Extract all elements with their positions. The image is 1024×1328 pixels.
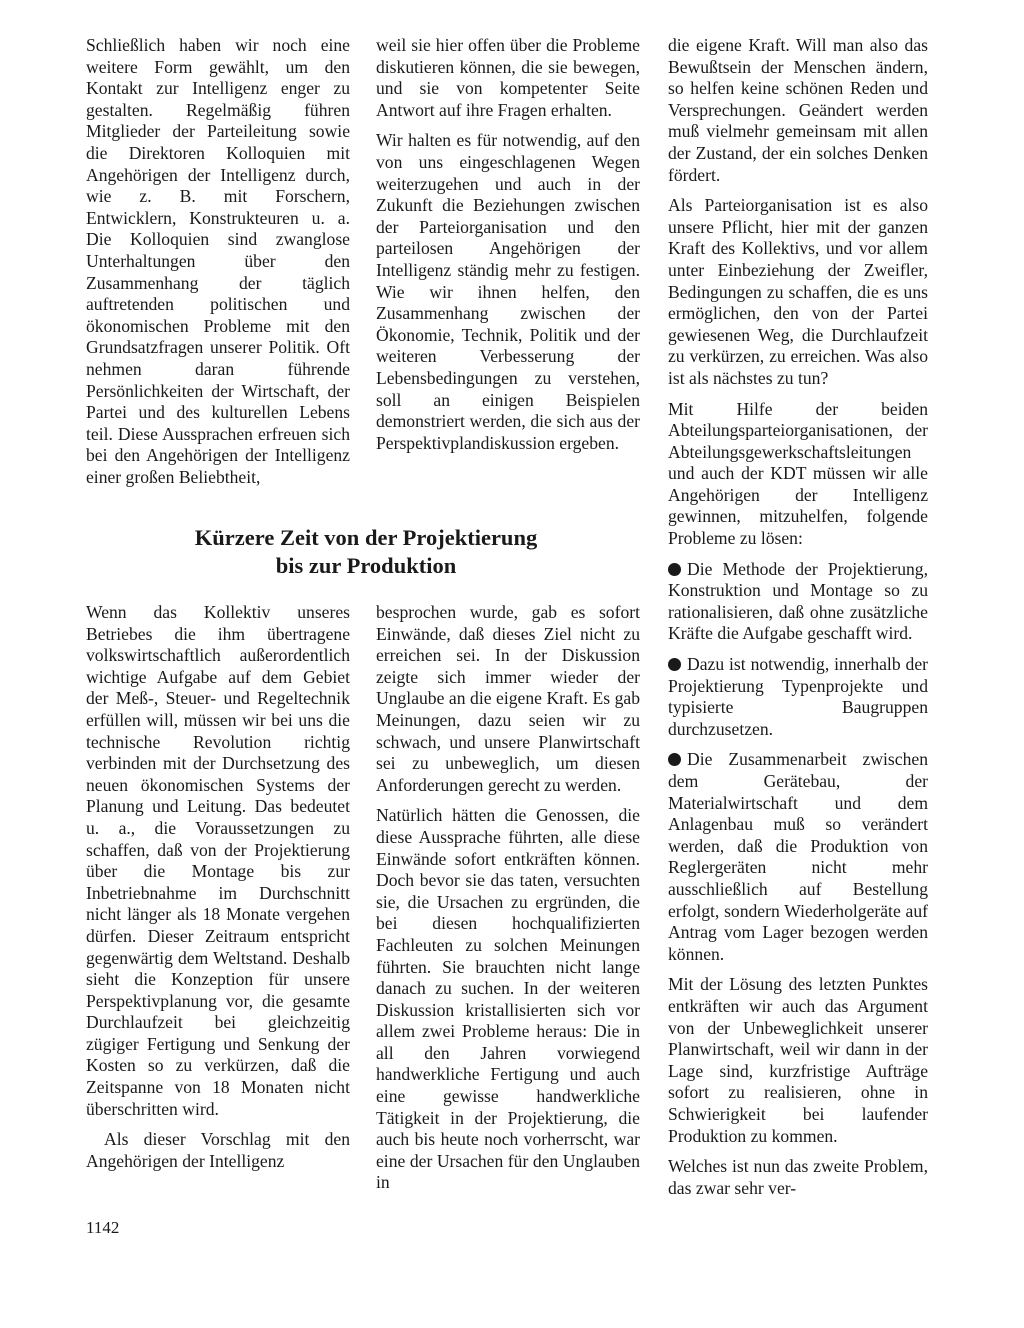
heading-line-1: Kürzere Zeit von der Projektierung [194,525,538,550]
paragraph: Schließlich haben wir noch eine weitere Form gewählt, um den Kontakt zur Intelligenz enger zu gestalten. Regelmäßig führen Mitglieder der Parteileitung sowie die Direktoren Kolloquien mit Angehörigen der Intelligenz durch, wie z. B. mit Forschern, Entwicklern, Konstrukteuren u. a. Die Kolloquien sind zwanglose Unterhaltungen über den Zusammenhang der täglich auftretenden politischen und ökonomischen Probleme mit den Grundsatzfragen unserer Politik. Oft nehmen daran führende Persönlichkeiten der Wirtschaft, der Partei und des kulturellen Lebens teil. Diese Aussprachen erfreuen sich bei den Angehörigen der Intelligenz einer großen Beliebtheit, [86,35,350,487]
paragraph: Als dieser Vorschlag mit den Angehörigen der Intelligenz [86,1129,350,1171]
section-heading [86,524,646,580]
paragraph: Wenn das Kollektiv unseres Betriebes die ihm übertragene volkswirtschaftlich außerordentlich wichtige Aufgabe auf dem Gebiet der Meß-, Steuer- und Regeltechnik erfüllen will, müssen wir bei uns die technische Revolution richtig verbinden mit der Durchsetzung des neuen ökonomischen Systems der Planung und Leitung. Das bedeutet u. a., die Voraussetzungen zu schaffen, daß von der Projektierung über die Montage bis zur Inbetriebnahme im Durchschnitt nicht länger als 18 Monate vergehen dürfen. Dieser Zeitraum entspricht gegenwärtig dem Weltstand. Deshalb sieht die Konzeption für unsere Perspektivplanung vor, die gesamte Durchlaufzeit bei gleichzeitig zügiger Fertigung und Senkung der Kosten so zu verkürzen, daß die Zeitspanne von 18 Monaten nicht überschritten wird. [86,602,350,1119]
bullet-dot-icon [668,753,681,766]
page-number: 1142 [86,1218,120,1237]
paragraph: die eigene Kraft. Will man also das Bewußtsein der Menschen ändern, so helfen keine schönen Reden und Versprechungen. Geändert werden muß vielmehr gemeinsam mit allen der Zustand, der ein solches Denken fördert. [668,35,928,185]
bullet-text: Die Methode der Projektierung, Konstruktion und Montage so zu rationalisieren, daß ohne zusätzliche Kräfte die Aufgabe geschafft wird. [668,558,928,644]
bullet-dot-icon [668,563,681,576]
paragraph: Wir halten es für notwendig, auf den von uns eingeschlagenen Wegen weiterzugehen und auch in der Zukunft die Beziehungen zwischen der Parteiorganisation und den parteilosen Angehörigen der Intelligenz ständig mehr zu festigen. Wie wir ihnen helfen, den Zusammenhang zwischen der Ökonomie, Technik, Politik und der weiteren Verbesserung der Lebensbedingungen zu verstehen, soll an einigen Beispielen demonstriert werden, die sich aus der Perspektivplandiskussion ergeben. [376,130,640,453]
paragraph: Mit der Lösung des letzten Punktes entkräften wir auch das Argument von der Unbeweglichkeit unserer Planwirtschaft, weil wir dann in der Lage sind, kurzfristige Aufträge sofort zu realisieren, ohne in Schwierigkeit bei laufender Produktion zu kommen. [668,974,928,1146]
paragraph: Als Parteiorganisation ist es also unsere Pflicht, hier mit der ganzen Kraft des Kollektivs, und vor allem unter Einbeziehung der Zweifler, Bedingungen zu schaffen, die es uns ermöglichen, den von der Partei gewiesenen Weg, die Durchlaufzeit zu verkürzen, zu erreichen. Was also ist als nächstes zu tun? [668,195,928,388]
paragraph: weil sie hier offen über die Probleme diskutieren können, die sie bewegen, und sie von kompetenter Seite Antwort auf ihre Fragen erhalten. [376,35,640,120]
paragraph: besprochen wurde, gab es sofort Einwände, daß dieses Ziel nicht zu erreichen sei. In der Diskussion zeigte sich immer wieder der Unglaube an die eigene Kraft. Es gab Meinungen, dazu seien wir zu schwach, und unsere Planwirtschaft sei zu unbeweglich, um diesen Anforderungen gerecht zu werden. [376,602,640,795]
paragraph: Welches ist nun das zweite Problem, das zwar sehr ver- [668,1156,928,1198]
paragraph: Mit Hilfe der beiden Abteilungsparteiorganisationen, der Abteilungsgewerkschaftsleitungen und auch der KDT müssen wir alle Angehörigen der Intelligenz gewinnen, mitzuhelfen, folgende Probleme zu lösen: [668,398,928,549]
paragraph: Natürlich hätten die Genossen, die diese Aussprache führten, alle diese Einwände sofort entkräften können. Doch bevor sie das taten, versuchten sie, die Ursachen zu ergründen, die bei diesen hochqualifizierten Fachleuten zu solchen Meinungen führten. Sie brauchten nicht lange danach zu suchen. In der weiteren Diskussion kristallisierten sich vor allem zwei Probleme heraus: Die in all den Jahren vorwiegend handwerkliche Fertigung und auch eine gewisse handwerkliche Tätigkeit in der Projektierung, die auch bis heute noch vorherrscht, war eine der Ursachen für den Unglauben in [376,805,640,1193]
bullet-text: Dazu ist notwendig, innerhalb der Projektierung Typenprojekte und typisierte Baugruppen durchzusetzen. [668,654,928,739]
heading-line-2: bis zur Produktion [275,553,457,578]
bullet-item [668,749,928,965]
top-column-1 [86,35,350,497]
top-column-2 [376,35,640,463]
bullet-text: Die Zusammenarbeit zwischen dem Gerätebau, der Materialwirtschaft und dem Anlagenbau muß so verändert werden, daß die Produktion von Reglergeräten nicht mehr ausschließlich auf Bestellung erfolgt, sondern Wiederholgeräte auf Antrag vom Lager bezogen werden können. [668,749,928,964]
bottom-column-2 [376,602,640,1203]
bullet-item [668,654,928,740]
bullet-dot-icon [668,658,681,671]
right-column [668,35,928,1208]
bottom-column-1 [86,602,350,1181]
bullet-item [668,559,928,645]
